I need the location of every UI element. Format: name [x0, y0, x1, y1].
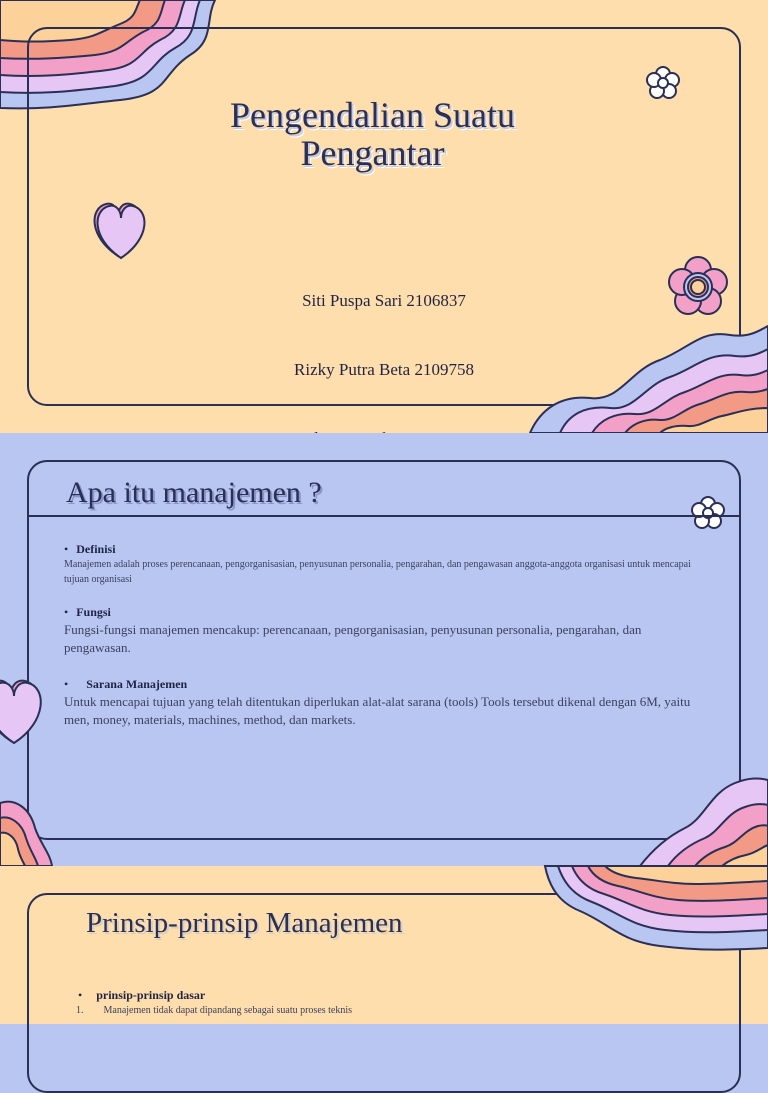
- definition-block: [64, 542, 694, 587]
- bullet-dot: •: [64, 677, 69, 691]
- member-name: Rizky Putra Beta 2109758: [294, 360, 474, 379]
- wave-decoration: [640, 778, 768, 866]
- tools-block: [64, 677, 694, 729]
- bullet-dot: •: [64, 605, 69, 619]
- definition-text: Manajemen adalah proses perencanaan, pengorganisasian, penyusunan personalia, pengarahan, dan pengawasan anggota-anggota organisasi untuk mencapai tujuan organisasi: [64, 559, 691, 585]
- tools-label: Sarana Manajemen: [86, 677, 188, 691]
- slide-principles: [0, 866, 768, 1024]
- function-label: Fungsi: [76, 605, 111, 619]
- tools-text: Untuk mencapai tujuan yang telah ditentukan diperlukan alat-alat sarana (tools) Tools tersebut dikenal dengan 6M, yaitu men, money, materials, machines, method, dan markets.: [64, 694, 691, 727]
- function-block: [64, 605, 664, 657]
- title-line-1: Pengendalian Suatu: [230, 95, 515, 135]
- heading-separator: [27, 515, 741, 517]
- section-heading: Apa itu manajemen ?: [66, 476, 322, 509]
- heart-icon: [0, 681, 41, 743]
- page-title: [0, 96, 745, 172]
- principles-block: [78, 988, 718, 1018]
- flower-icon: [692, 497, 724, 528]
- wave-decoration: [545, 866, 768, 950]
- slide-management: [0, 433, 768, 866]
- definition-label: Definisi: [76, 542, 116, 556]
- principle-item: [76, 1003, 718, 1018]
- item-number: 1.: [76, 1005, 84, 1016]
- bullet-dot: •: [78, 988, 83, 1002]
- title-line-2: Pengantar: [300, 133, 445, 173]
- wave-decoration: [0, 802, 52, 866]
- member-name: Siti Puspa Sari 2106837: [302, 291, 466, 310]
- function-text: Fungsi-fungsi manajemen mencakup: perencanaan, pengorganisasian, penyusunan personalia, pengarahan, dan pengawasan.: [64, 622, 642, 655]
- flower-icon: [647, 67, 679, 98]
- slide-title: [0, 0, 768, 433]
- bullet-dot: •: [64, 542, 69, 556]
- principles-label: prinsip-prinsip dasar: [96, 988, 206, 1002]
- section-heading: Prinsip-prinsip Manajemen: [86, 907, 403, 939]
- item-text: Manajemen tidak dapat dipandang sebagai suatu proses teknis: [103, 1005, 353, 1016]
